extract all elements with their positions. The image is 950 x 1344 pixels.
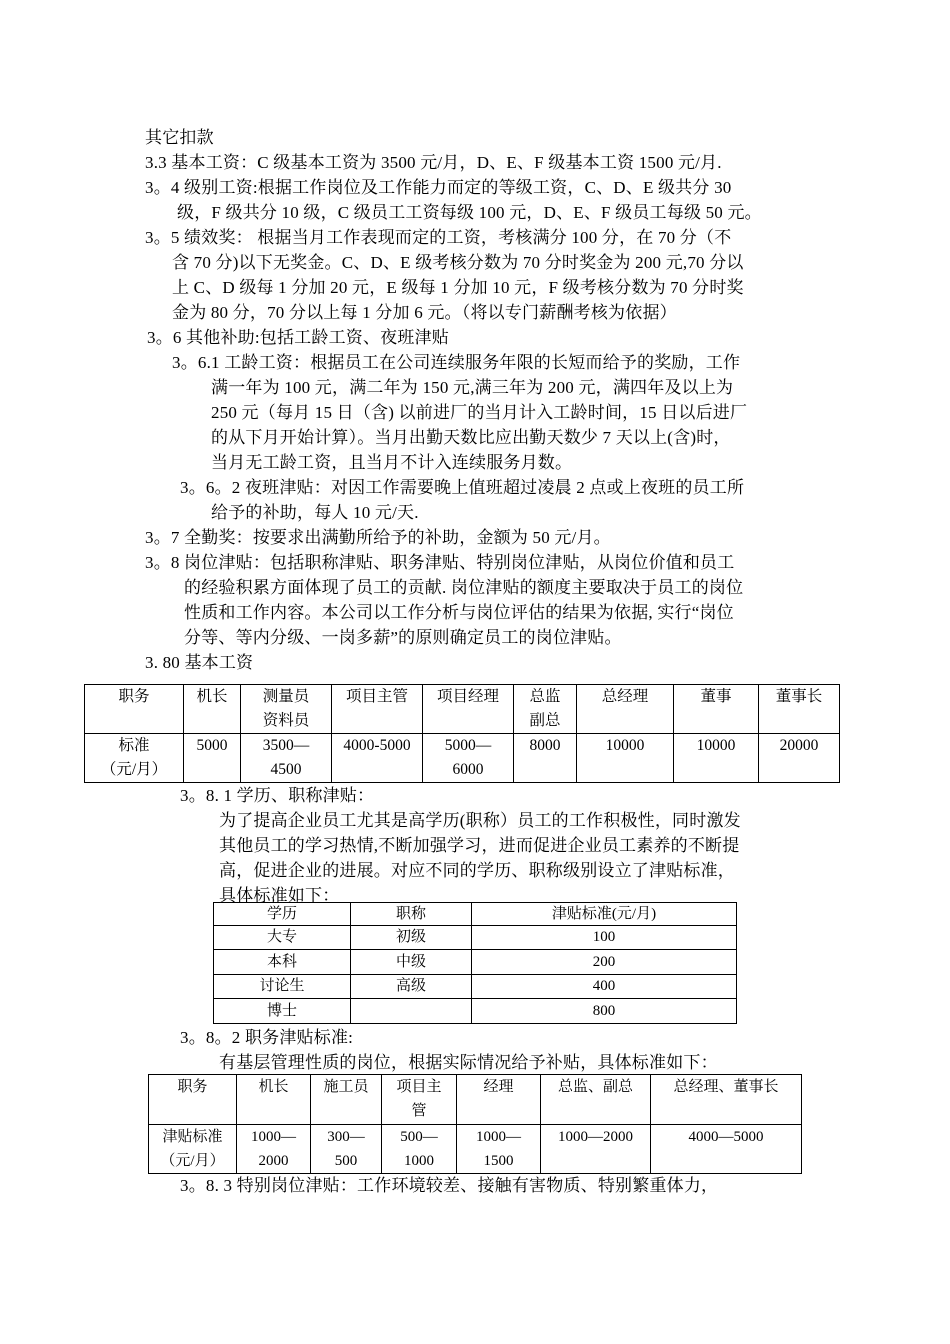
table-cell: 800	[472, 999, 737, 1024]
text-line: 金为 80 分，70 分以上每 1 分加 6 元。（将以专门薪酬考核为依据）	[172, 303, 677, 322]
text-line: 级，F 级共分 10 级，C 级员工工资每级 100 元，D、E、F 级员工每级 50 元。	[177, 203, 762, 222]
text-line: 高，促进企业的进展。对应不同的学历、职称级别设立了津贴标准，	[219, 861, 735, 880]
table-header-row	[149, 1075, 802, 1125]
text-line: 当月无工龄工资，且当月不计入连续服务月数。	[211, 453, 573, 472]
table-cell: 学历	[214, 903, 351, 926]
table-cell	[351, 999, 472, 1024]
table-header-row	[214, 903, 737, 926]
table-cell: 5000— 6000	[423, 734, 514, 783]
table-cell: 总经理	[577, 685, 674, 734]
table-cell: 职称	[351, 903, 472, 926]
text-line: 给予的补助，每人 10 元/天.	[211, 503, 419, 522]
table-cell: 10000	[674, 734, 759, 783]
text-line: 其他员工的学习热情,不断加强学习，进而促进企业员工素养的不断提	[219, 836, 740, 855]
table-cell: 董事	[674, 685, 759, 734]
text-line: 其它扣款	[145, 128, 214, 147]
table-cell: 本科	[214, 950, 351, 975]
text-line: 3. 80 基本工资	[145, 653, 254, 672]
table-cell: 测量员 资料员	[241, 685, 332, 734]
table-cell: 高级	[351, 975, 472, 999]
table-cell: 机长	[237, 1075, 311, 1125]
table-cell: 董事长	[759, 685, 840, 734]
text-line: 3。5 绩效奖： 根据当月工作表现而定的工资，考核满分 100 分，在 70 分（不	[145, 228, 732, 247]
table-cell: 1000— 1500	[457, 1125, 541, 1174]
table-row	[214, 999, 737, 1024]
table-cell: 项目主管	[332, 685, 423, 734]
text-line: 3.3 基本工资：C 级基本工资为 3500 元/月，D、E、F 级基本工资 1500 元/月.	[145, 153, 722, 172]
table-cell: 4000-5000	[332, 734, 423, 783]
table-cell: 8000	[514, 734, 577, 783]
text-line: 为了提高企业员工尤其是高学历(职称）员工的工作积极性，同时激发	[219, 811, 741, 830]
text-line: 3。4 级别工资:根据工作岗位及工作能力而定的等级工资，C、D、E 级共分 30	[145, 178, 732, 197]
table-cell: 初级	[351, 926, 472, 950]
text-line: 3。6。2 夜班津贴：对因工作需要晚上值班超过凌晨 2 点或上夜班的员工所	[180, 478, 745, 497]
table-cell: 项目主 管	[382, 1075, 457, 1125]
text-line: 上 C、D 级每 1 分加 20 元，E 级每 1 分加 10 元，F 级考核分数为 70 分时奖	[172, 278, 744, 297]
table-cell: 500— 1000	[382, 1125, 457, 1174]
text-line: 3。8. 3 特别岗位津贴：工作环境较差、接触有害物质、特别繁重体力，	[180, 1176, 719, 1195]
table-cell: 中级	[351, 950, 472, 975]
table-cell: 10000	[577, 734, 674, 783]
table-cell: 职务	[149, 1075, 237, 1125]
text-line: 3。8. 1 学历、职称津贴：	[180, 786, 375, 805]
table-row	[85, 734, 840, 783]
table-cell: 津贴标准(元/月)	[472, 903, 737, 926]
table-cell: 3500— 4500	[241, 734, 332, 783]
table-row	[214, 926, 737, 950]
table-cell: 200	[472, 950, 737, 975]
table-row	[149, 1125, 802, 1174]
table-cell: 津贴标准 （元/月）	[149, 1125, 237, 1174]
table-cell: 1000—2000	[541, 1125, 651, 1174]
education-allowance-table	[213, 902, 737, 1024]
table-cell: 经理	[457, 1075, 541, 1125]
table-cell: 100	[472, 926, 737, 950]
table-cell: 职务	[85, 685, 184, 734]
text-line: 3。7 全勤奖：按要求出满勤所给予的补助，金额为 50 元/月。	[145, 528, 611, 547]
table-cell: 总监、副总	[541, 1075, 651, 1125]
text-line: 具体标准如下：	[219, 886, 340, 905]
table-cell: 机长	[184, 685, 241, 734]
table-cell: 300— 500	[311, 1125, 382, 1174]
text-line: 3。6 其他补助:包括工龄工资、夜班津贴	[147, 328, 449, 347]
table-cell: 讨论生	[214, 975, 351, 999]
text-line: 含 70 分)以下无奖金。C、D、E 级考核分数为 70 分时奖金为 200 元,70 分以	[172, 253, 744, 272]
text-line: 的经验积累方面体现了员工的贡献. 岗位津贴的额度主要取决于员工的岗位	[184, 578, 744, 597]
table-cell: 400	[472, 975, 737, 999]
table-cell: 施工员	[311, 1075, 382, 1125]
table-cell: 总监 副总	[514, 685, 577, 734]
text-line: 分等、等内分级、一岗多薪”的原则确定员工的岗位津贴。	[184, 628, 622, 647]
text-line: 有基层管理性质的岗位，根据实际情况给予补贴，具体标准如下：	[219, 1053, 718, 1072]
basic-salary-table	[84, 684, 840, 783]
text-line: 性质和工作内容。本公司以工作分析与岗位评估的结果为依据, 实行“岗位	[184, 603, 734, 622]
text-line: 250 元（每月 15 日（含) 以前进厂的当月计入工龄时间，15 日以后进厂	[211, 403, 748, 422]
table-cell: 1000— 2000	[237, 1125, 311, 1174]
text-line: 3。8 岗位津贴：包括职称津贴、职务津贴、特别岗位津贴，从岗位价值和员工	[145, 553, 735, 572]
table-cell: 博士	[214, 999, 351, 1024]
table-row	[214, 975, 737, 999]
table-cell: 总经理、董事长	[651, 1075, 802, 1125]
position-allowance-table	[148, 1074, 802, 1174]
text-line: 3。8。2 职务津贴标准:	[180, 1028, 354, 1047]
table-cell: 20000	[759, 734, 840, 783]
table-cell: 大专	[214, 926, 351, 950]
table-row	[214, 950, 737, 975]
table-cell: 标准 （元/月）	[85, 734, 184, 783]
table-cell: 5000	[184, 734, 241, 783]
table-cell: 4000—5000	[651, 1125, 802, 1174]
text-line: 的从下月开始计算）。当月出勤天数比应出勤天数少 7 天以上(含)时，	[211, 428, 731, 447]
text-line: 满一年为 100 元，满二年为 150 元,满三年为 200 元，满四年及以上为	[211, 378, 734, 397]
table-cell: 项目经理	[423, 685, 514, 734]
text-line: 3。6.1 工龄工资：根据员工在公司连续服务年限的长短而给予的奖励，工作	[172, 353, 741, 372]
table-header-row	[85, 685, 840, 734]
